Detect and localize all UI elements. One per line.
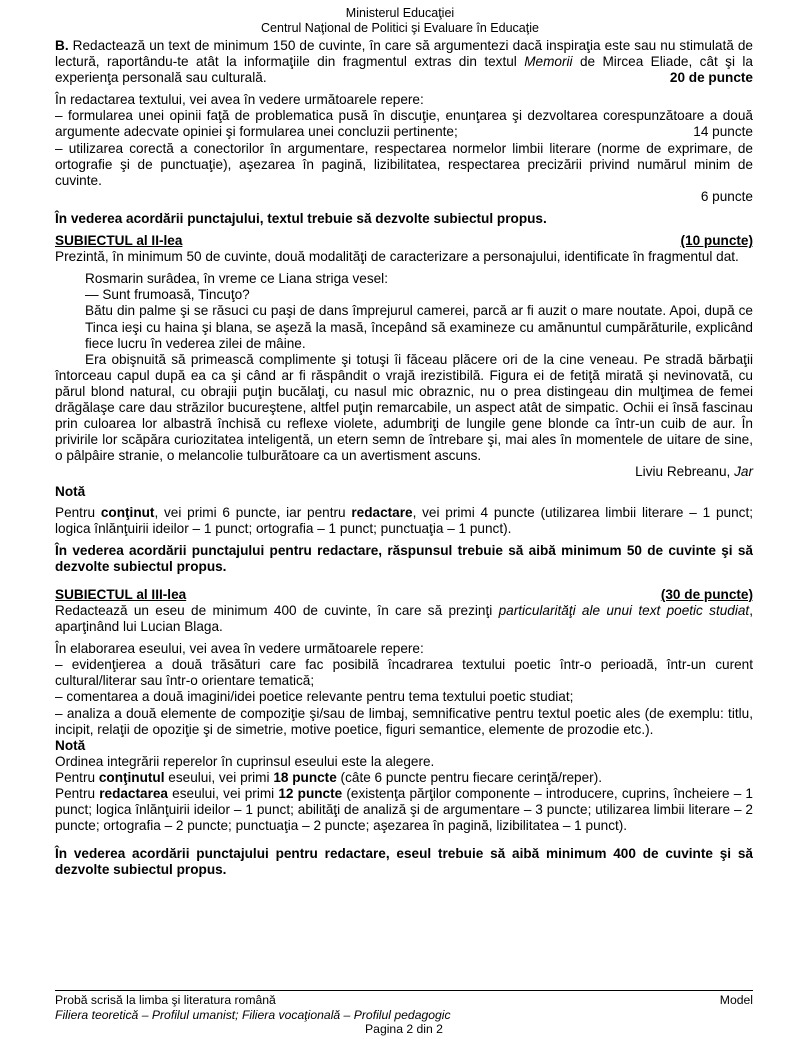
subject2-final: În vederea acordării punctajului pentru redactare, răspunsul trebuie să aibă minimum 50 de cuvinte şi să dezvolte subiectul propus. xyxy=(55,542,753,574)
page-number: Pagina 2 din 2 xyxy=(365,1022,443,1036)
subject2-task: Prezintă, în minimum 50 de cuvinte, două modalităţi de caracterizare a personajului, identificate în fragmentul dat. xyxy=(55,249,739,265)
subject2-note-title: Notă xyxy=(55,484,86,500)
subject3-note2: Pentru conţinutul eseului, vei primi 18 puncte (câte 6 puncte pentru fiecare cerinţă/reper). xyxy=(55,769,602,785)
part-b-item2: – utilizarea corectă a conectorilor în argumentare, respectarea normelor limbii literare (norme de exprimare, de ortografie şi de punctuaţie), aşezarea în pagină, lizibilitatea, respectarea precizării privind numărul minim de cuvinte. xyxy=(55,140,753,188)
subject3-note3: Pentru redactarea eseului, vei primi 12 puncte (existenţa părţilor componente – introducere, cuprins, încheiere – 1 punct; logica înlănţuirii ideilor – 1 punct; abilităţi de analiză şi de argumentare – 3 puncte; utilizarea limbii literare – 2 puncte; ortografia – 2 puncte; punctuaţia – 2 puncte; aşezarea în pagină, lizibilitatea – 1 punct). xyxy=(55,786,753,834)
part-b-task: B. Redactează un text de minimum 150 de cuvinte, în care să argumentezi dacă inspiraţia este sau nu stimulată de lectură, raportându-te atât la informaţiile din fragmentul extras din textul Memorii de Mircea Eliade, cât şi la experienţa personală sau culturală. 20 de puncte xyxy=(55,38,753,86)
subject2-title: SUBIECTUL al II-lea xyxy=(55,233,183,249)
subject3-intro: În elaborarea eseului, vei avea în vedere următoarele repere: xyxy=(55,641,424,657)
header-ministry: Ministerul Educaţiei xyxy=(345,6,455,20)
page-header xyxy=(0,6,800,36)
subject3-title: SUBIECTUL al III-lea xyxy=(55,586,187,602)
subject3-note-title: Notă xyxy=(55,737,86,753)
header-center: Centrul Naţional de Politici şi Evaluare în Educaţie xyxy=(261,21,539,35)
subject2-points: (10 puncte) xyxy=(680,233,753,249)
subject3-heading xyxy=(55,587,753,603)
part-b-item1: – formularea unei opinii faţă de problematica pusă în discuţie, enunţarea şi dezvoltarea corespunzătoare a două argumente adecvate opiniei şi formularea unei concluzii pertinente; 14 puncte xyxy=(55,108,753,140)
excerpt-line: Rosmarin surâdea, în vreme ce Liana striga vesel: xyxy=(85,271,388,287)
subject3-item: – analiza a două elemente de compoziţie şi/sau de limbaj, semnificative pentru textul poetic ales (de exemplu: titlu, incipit, relaţii de opoziţie şi de simetrie, motive poetice, figuri semantice, elemente de prozodie etc.). xyxy=(55,705,753,737)
part-b-item2-points: 6 puncte xyxy=(700,188,753,204)
footer-model: Model xyxy=(719,993,753,1007)
subject2-excerpt xyxy=(55,271,753,464)
excerpt-paragraph: Bătu din palme şi se răsuci cu paşi de dans împrejurul camerei, parcă ar fi auzit o mare noutate. Apoi, după ce Tinca ieşi cu haina şi blana, se aşeză la masă, începând să examineze cu amănuntul cumpărăturile, explicând fiece lucru în vederea zilei de mâine. xyxy=(85,303,753,351)
work-title: Memorii xyxy=(524,54,573,70)
page-footer xyxy=(55,990,753,1037)
subject3-final: În vederea acordării punctajului pentru redactare, eseul trebuie să aibă minimum 400 de cuvinte şi să dezvolte subiectul propus. xyxy=(55,846,753,878)
footer-exam: Probă scrisă la limba şi literatura română xyxy=(55,993,276,1007)
subject3-item: – evidenţierea a două trăsături care fac posibilă încadrarea textului poetic într-o perioadă, într-un curent cultural/literar sau într-o orientare tematică; xyxy=(55,657,753,689)
subject3-item: – comentarea a două imagini/idei poetice relevante pentru tema textului poetic studiat; xyxy=(55,689,574,705)
excerpt-paragraph: Era obişnuită să primească complimente şi totuşi îi făceau plăcere ori de la cine veneau. Pe stradă bărbaţii întorceau capul după ea ca şi când ar fi răspândit o vrajă irezistibilă. Figura ei de fetiţă mirată şi nevinovată, cu părul blond natural, cu obrajii puţin bucălaţi, cu nasul mic obraznic, nu o prea distingeau din mulţimea de femei drăgălaşe care dau străzilor bucureştene, altfel puţin remarcabile, un aspect atât de simpatic. Ochii ei însă fascinau prin culoarea lor albastră închisă cu reflexe violete, adumbriţi de lungile gene blonde ca într-un cuib de aur. În privirile lor scăpăra curiozitatea inteligentă, un etern semn de întrebare şi, mai ales în momentele de uitare de sine, o pâlpâire stranie, o melancolie tulburătoare ca un avertisment ascuns. xyxy=(55,351,753,464)
footer-profile: Filiera teoretică – Profilul umanist; Filiera vocaţională – Profilul pedagogic xyxy=(55,1007,451,1022)
part-b-note: În vederea acordării punctajului, textul trebuie să dezvolte subiectul propus. xyxy=(55,210,547,226)
subject3-task: Redactează un eseu de minimum 400 de cuvinte, în care să prezinţi particularităţi ale unui text poetic studiat, aparţinând lui Lucian Blaga. xyxy=(55,603,753,635)
part-b-points: 20 de puncte xyxy=(669,70,753,86)
subject3-points: (30 de puncte) xyxy=(660,586,753,602)
subject2-heading xyxy=(55,233,753,249)
part-b-label: B. xyxy=(55,38,69,53)
part-b-intro: În redactarea textului, vei avea în vedere următoarele repere: xyxy=(55,92,424,108)
subject2-note: Pentru conţinut, vei primi 6 puncte, iar pentru redactare, vei primi 4 puncte (utilizarea limbii literare – 1 punct; logica înlănţuirii ideilor – 1 punct; ortografia – 1 punct; punctuaţia – 1 punct). xyxy=(55,504,753,536)
document-body xyxy=(55,38,753,879)
subject3-note1: Ordinea integrării reperelor în cuprinsul eseului este la alegere. xyxy=(55,753,435,769)
excerpt-line: — Sunt frumoasă, Tincuţo? xyxy=(85,287,250,303)
part-b-item1-points: 14 puncte xyxy=(693,124,753,140)
excerpt-source: Liviu Rebreanu, Jar xyxy=(635,464,753,480)
